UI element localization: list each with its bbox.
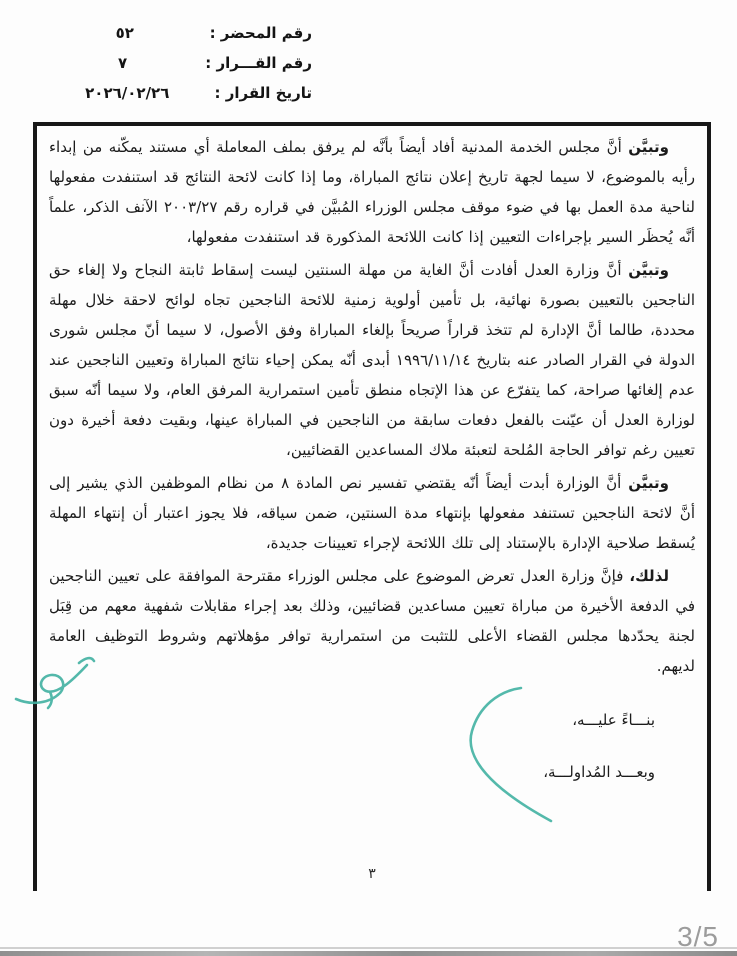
closing-after-deliberation-line: وبعـــد المُداولـــة، (543, 763, 655, 781)
paragraph-lead-word: لذلك، (629, 567, 669, 585)
paragraph-lead-word: وتبيَّن (628, 261, 669, 279)
paragraph-ministry-of-justice (49, 255, 695, 465)
document-header (40, 24, 312, 114)
decision-body-box (33, 122, 711, 891)
paragraph-text: أنَّ الوزارة أبدت أيضاً أنّه يقتضي تفسير نص المادة ٨ من نظام الموظفين الذي يشير إلى أنَّ لائحة الناجحين تستنفد مفعولها بإنتهاء مدة السنتين، ضمن سياقه، فلا يجوز اعتبار أن إنتهاء المهلة يُسقط صلاحية الإدارة بالإستناد إلى تلك اللائحة لإجراء تعيينات جديدة، (49, 474, 695, 552)
paragraph-lead-word: وتبيَّن (628, 138, 669, 156)
paragraph-text: أنَّ وزارة العدل أفادت أنَّ الغاية من مهلة السنتين ليست إسقاط ثابتة النجاح ولا إلغاء حق الناجحين بالتعيين بصورة نهائية، بل تأمين أولوية زمنية للائحة الناجحين تجاه لوائح لاحقة خلال مهلة محددة، طالما أنَّ الإدارة لم تتخذ قراراً صريحاً بإلغاء المباراة وفق الأصول، لا سيما أنّ مجلس شورى الدولة في القرار الصادر عنه بتاريخ ١٩٩٦/١١/١٤ أبدى أنّه يمكن إحياء نتائج المباراة وتعيين الناجحين عند عدم إلغائها صراحة، كما يتفرّع عن هذا الإتجاه منطق تأمين استمرارية المرفق العام، ولا سيما أنّه سبق لوزارة العدل أن عيّنت بالفعل دفعات سابقة من الناجحين في المباراة عينها، وبقيت دفعة أخيرة دون تعيين رغم توافر الحاجة المُلحة لتعبئة ملاك المساعدين القضائيين، (49, 261, 695, 459)
decision-number-label: رقم القـــرار : (205, 54, 312, 72)
paragraph-text: أنَّ مجلس الخدمة المدنية أفاد أيضاً بأنَّه لم يرفق بملف المعاملة أي مستند يمكّنه من إبداء رأيه بالموضوع، لا سيما لجهة تاريخ إعلان نتائج المباراة، وما إذا كانت لائحة النتائج قد استنفدت مفعولها لناحية مدة العمل بها في ضوء موقف مجلس الوزراء المُبيَّن في قراره رقم ٢٠٠٣/٢٧ الآنف الذكر، علماً أنَّه يُحظَر السير بإجراءات التعيين إذا كانت اللائحة المذكورة قد استنفدت مفعولها، (49, 138, 695, 246)
decision-number-value: ٧ (118, 54, 128, 72)
closing-accordingly-line: بنـــاءً عليـــه، (572, 711, 655, 729)
record-number-row (40, 24, 312, 54)
record-number-label: رقم المحضر : (209, 24, 312, 42)
scan-edge-line (0, 947, 737, 949)
decision-date-label: تاريخ القرار : (214, 84, 312, 102)
inner-page-number: ٣ (368, 866, 376, 882)
decision-date-row (40, 84, 312, 114)
footer-page-indicator: 3/5 (677, 921, 719, 952)
paragraph-article-8-interpretation (49, 468, 695, 558)
decision-number-row (40, 54, 312, 84)
paragraph-text: فإنَّ وزارة العدل تعرض الموضوع على مجلس الوزراء مقترحة الموافقة على تعيين الناجحين في الدفعة الأخيرة من مباراة تعيين مساعدين قضائيين، وذلك بعد إجراء مقابلات شفهية معهم من قِبَل لجنة يحدّدها مجلس القضاء الأعلى للتثبت من استمرارية توافر مؤهلاتهم وشروط التوظيف العامة لديهم. (49, 567, 695, 675)
decision-date-value: ٢٠٢٦/٠٢/٢٦ (85, 84, 170, 102)
paragraph-lead-word: وتبيَّن (628, 474, 669, 492)
scan-bottom-band (0, 951, 737, 956)
paragraph-civil-service-council (49, 132, 695, 252)
record-number-value: ٥٢ (115, 24, 134, 42)
paragraph-therefore-proposal (49, 561, 695, 681)
